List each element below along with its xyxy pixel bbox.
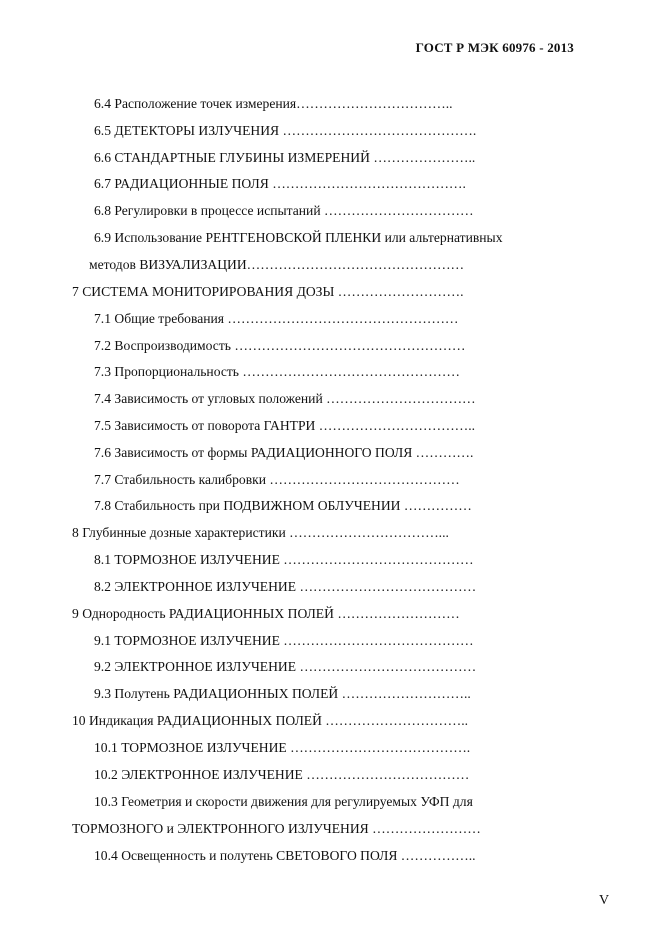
document-code-header: ГОСТ Р МЭК 60976 - 2013 <box>415 40 574 55</box>
toc-entry: 7.6 Зависимость от формы РАДИАЦИОННОГО ПОЛЯ …………. <box>94 445 474 460</box>
toc-entry: 6.6 СТАНДАРТНЫЕ ГЛУБИНЫ ИЗМЕРЕНИЙ ………………….. <box>94 150 476 165</box>
toc-entry: 7.1 Общие требования …………………………………………… <box>94 311 459 326</box>
toc-entry: 10.4 Освещенность и полутень СВЕТОВОГО ПОЛЯ …………….. <box>94 848 476 863</box>
page-number: V <box>599 893 610 908</box>
toc-entry: 7.2 Воспроизводимость …………………………………………… <box>94 338 466 353</box>
toc-entry: 7.8 Стабильность при ПОДВИЖНОМ ОБЛУЧЕНИИ …………… <box>94 498 472 513</box>
toc-entry-continuation: методов ВИЗУАЛИЗАЦИИ………………………………………… <box>89 257 465 272</box>
toc-entry: 7.3 Пропорциональность ………………………………………… <box>94 364 460 379</box>
toc-entry: 7.4 Зависимость от угловых положений …………………………… <box>94 391 476 406</box>
toc-section-heading: 7 СИСТЕМА МОНИТОРИРОВАНИЯ ДОЗЫ ………………………. <box>72 284 464 299</box>
toc-entry: 10.3 Геометрия и скорости движения для регулируемых УФП для <box>94 794 473 809</box>
toc-entry: 6.9 Использование РЕНТГЕНОВСКОЙ ПЛЕНКИ или альтернативных <box>94 230 503 245</box>
toc-entry: 6.4 Расположение точек измерения…………………………….. <box>94 96 453 111</box>
toc-section-heading: 8 Глубинные дозные характеристики ……………………………... <box>72 525 449 540</box>
toc-section-heading: 9 Однородность РАДИАЦИОННЫХ ПОЛЕЙ ……………………… <box>72 606 460 621</box>
toc-entry: 10.1 ТОРМОЗНОЕ ИЗЛУЧЕНИЕ …………………………………. <box>94 740 471 755</box>
toc-entry: 6.7 РАДИАЦИОННЫЕ ПОЛЯ ……………………………………. <box>94 176 466 191</box>
toc-entry: 8.1 ТОРМОЗНОЕ ИЗЛУЧЕНИЕ …………………………………… <box>94 552 474 567</box>
toc-entry-continuation: ТОРМОЗНОГО и ЭЛЕКТРОННОГО ИЗЛУЧЕНИЯ …………………… <box>72 821 481 836</box>
toc-entry: 10.2 ЭЛЕКТРОННОЕ ИЗЛУЧЕНИЕ ……………………………… <box>94 767 470 782</box>
toc-entry: 6.8 Регулировки в процессе испытаний …………………………… <box>94 203 474 218</box>
toc-entry: 6.5 ДЕТЕКТОРЫ ИЗЛУЧЕНИЯ ……………………………………. <box>94 123 477 138</box>
toc-entry: 7.5 Зависимость от поворота ГАНТРИ …………………………….. <box>94 418 476 433</box>
toc-entry: 9.2 ЭЛЕКТРОННОЕ ИЗЛУЧЕНИЕ ………………………………… <box>94 659 477 674</box>
toc-entry: 8.2 ЭЛЕКТРОННОЕ ИЗЛУЧЕНИЕ ………………………………… <box>94 579 477 594</box>
toc-entry: 7.7 Стабильность калибровки …………………………………… <box>94 472 460 487</box>
toc-entry: 9.3 Полутень РАДИАЦИОННЫХ ПОЛЕЙ ……………………….. <box>94 686 471 701</box>
toc-section-heading: 10 Индикация РАДИАЦИОННЫХ ПОЛЕЙ ………………………….. <box>72 713 469 728</box>
toc-entry: 9.1 ТОРМОЗНОЕ ИЗЛУЧЕНИЕ …………………………………… <box>94 633 474 648</box>
